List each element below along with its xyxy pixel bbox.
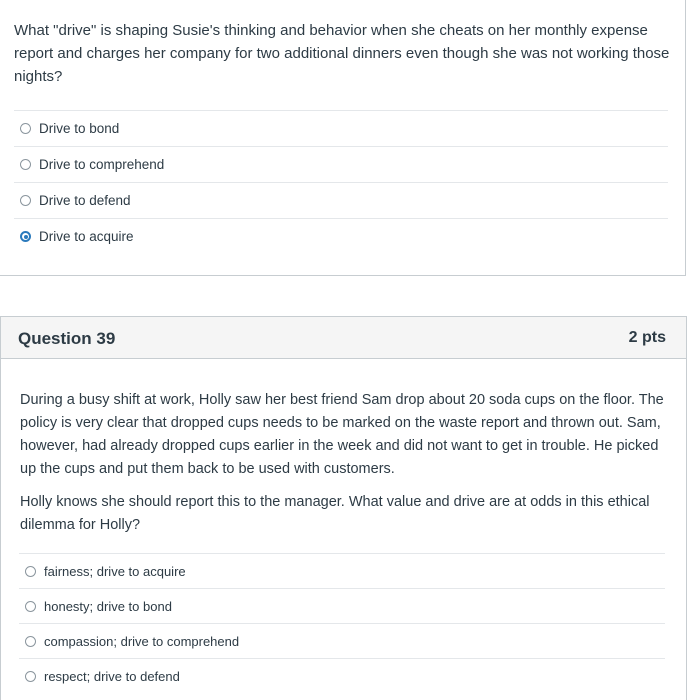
- question-paragraph: During a busy shift at work, Holly saw her best friend Sam drop about 20 soda cups on the floor. The policy is very clear that dropped cups needs to be marked on the waste report and thrown out. Sam, however, had already dropped cups earlier in the week and did not want to get in trouble. He picked up the cups and put them back to be used with customers.: [20, 392, 664, 477]
- question-39-answers: [19, 553, 665, 693]
- answer-option[interactable]: [14, 110, 668, 146]
- radio-button[interactable]: [25, 671, 36, 682]
- answer-label: Drive to bond: [39, 121, 120, 136]
- question-38-answers: [14, 110, 668, 254]
- radio-button[interactable]: [25, 566, 36, 577]
- question-points: 2 pts: [628, 329, 666, 346]
- answer-option[interactable]: [14, 146, 668, 182]
- radio-button[interactable]: [25, 601, 36, 612]
- question-38-prompt: What "drive" is shaping Susie's thinking and behavior when she cheats on her monthly expense report and charges her company for two additional dinners even though she was not working those nights?: [14, 22, 670, 85]
- answer-option[interactable]: [19, 658, 665, 693]
- answer-label: respect; drive to defend: [44, 668, 180, 684]
- radio-button[interactable]: [20, 159, 31, 170]
- answer-label: Drive to defend: [39, 193, 131, 208]
- question-header: [1, 317, 686, 359]
- radio-button[interactable]: [20, 195, 31, 206]
- radio-button[interactable]: [25, 636, 36, 647]
- radio-button-selected[interactable]: [20, 231, 31, 242]
- answer-label: Drive to comprehend: [39, 157, 165, 172]
- answer-option[interactable]: [19, 588, 665, 623]
- question-38-card: [0, 0, 686, 276]
- question-39-text: [20, 389, 668, 547]
- answer-option[interactable]: [19, 623, 665, 658]
- answer-label: fairness; drive to acquire: [44, 563, 186, 579]
- question-title: Question 39: [18, 329, 116, 348]
- answer-option[interactable]: [14, 182, 668, 218]
- radio-button[interactable]: [20, 123, 31, 134]
- answer-label: compassion; drive to comprehend: [44, 633, 240, 649]
- answer-option-selected[interactable]: [14, 218, 668, 254]
- question-39-card: [0, 316, 687, 700]
- question-paragraph: Holly knows she should report this to the manager. What value and drive are at odds in this ethical dilemma for Holly?: [20, 494, 650, 533]
- answer-label: honesty; drive to bond: [44, 598, 172, 614]
- answer-label: Drive to acquire: [39, 229, 134, 244]
- answer-option[interactable]: [19, 553, 665, 588]
